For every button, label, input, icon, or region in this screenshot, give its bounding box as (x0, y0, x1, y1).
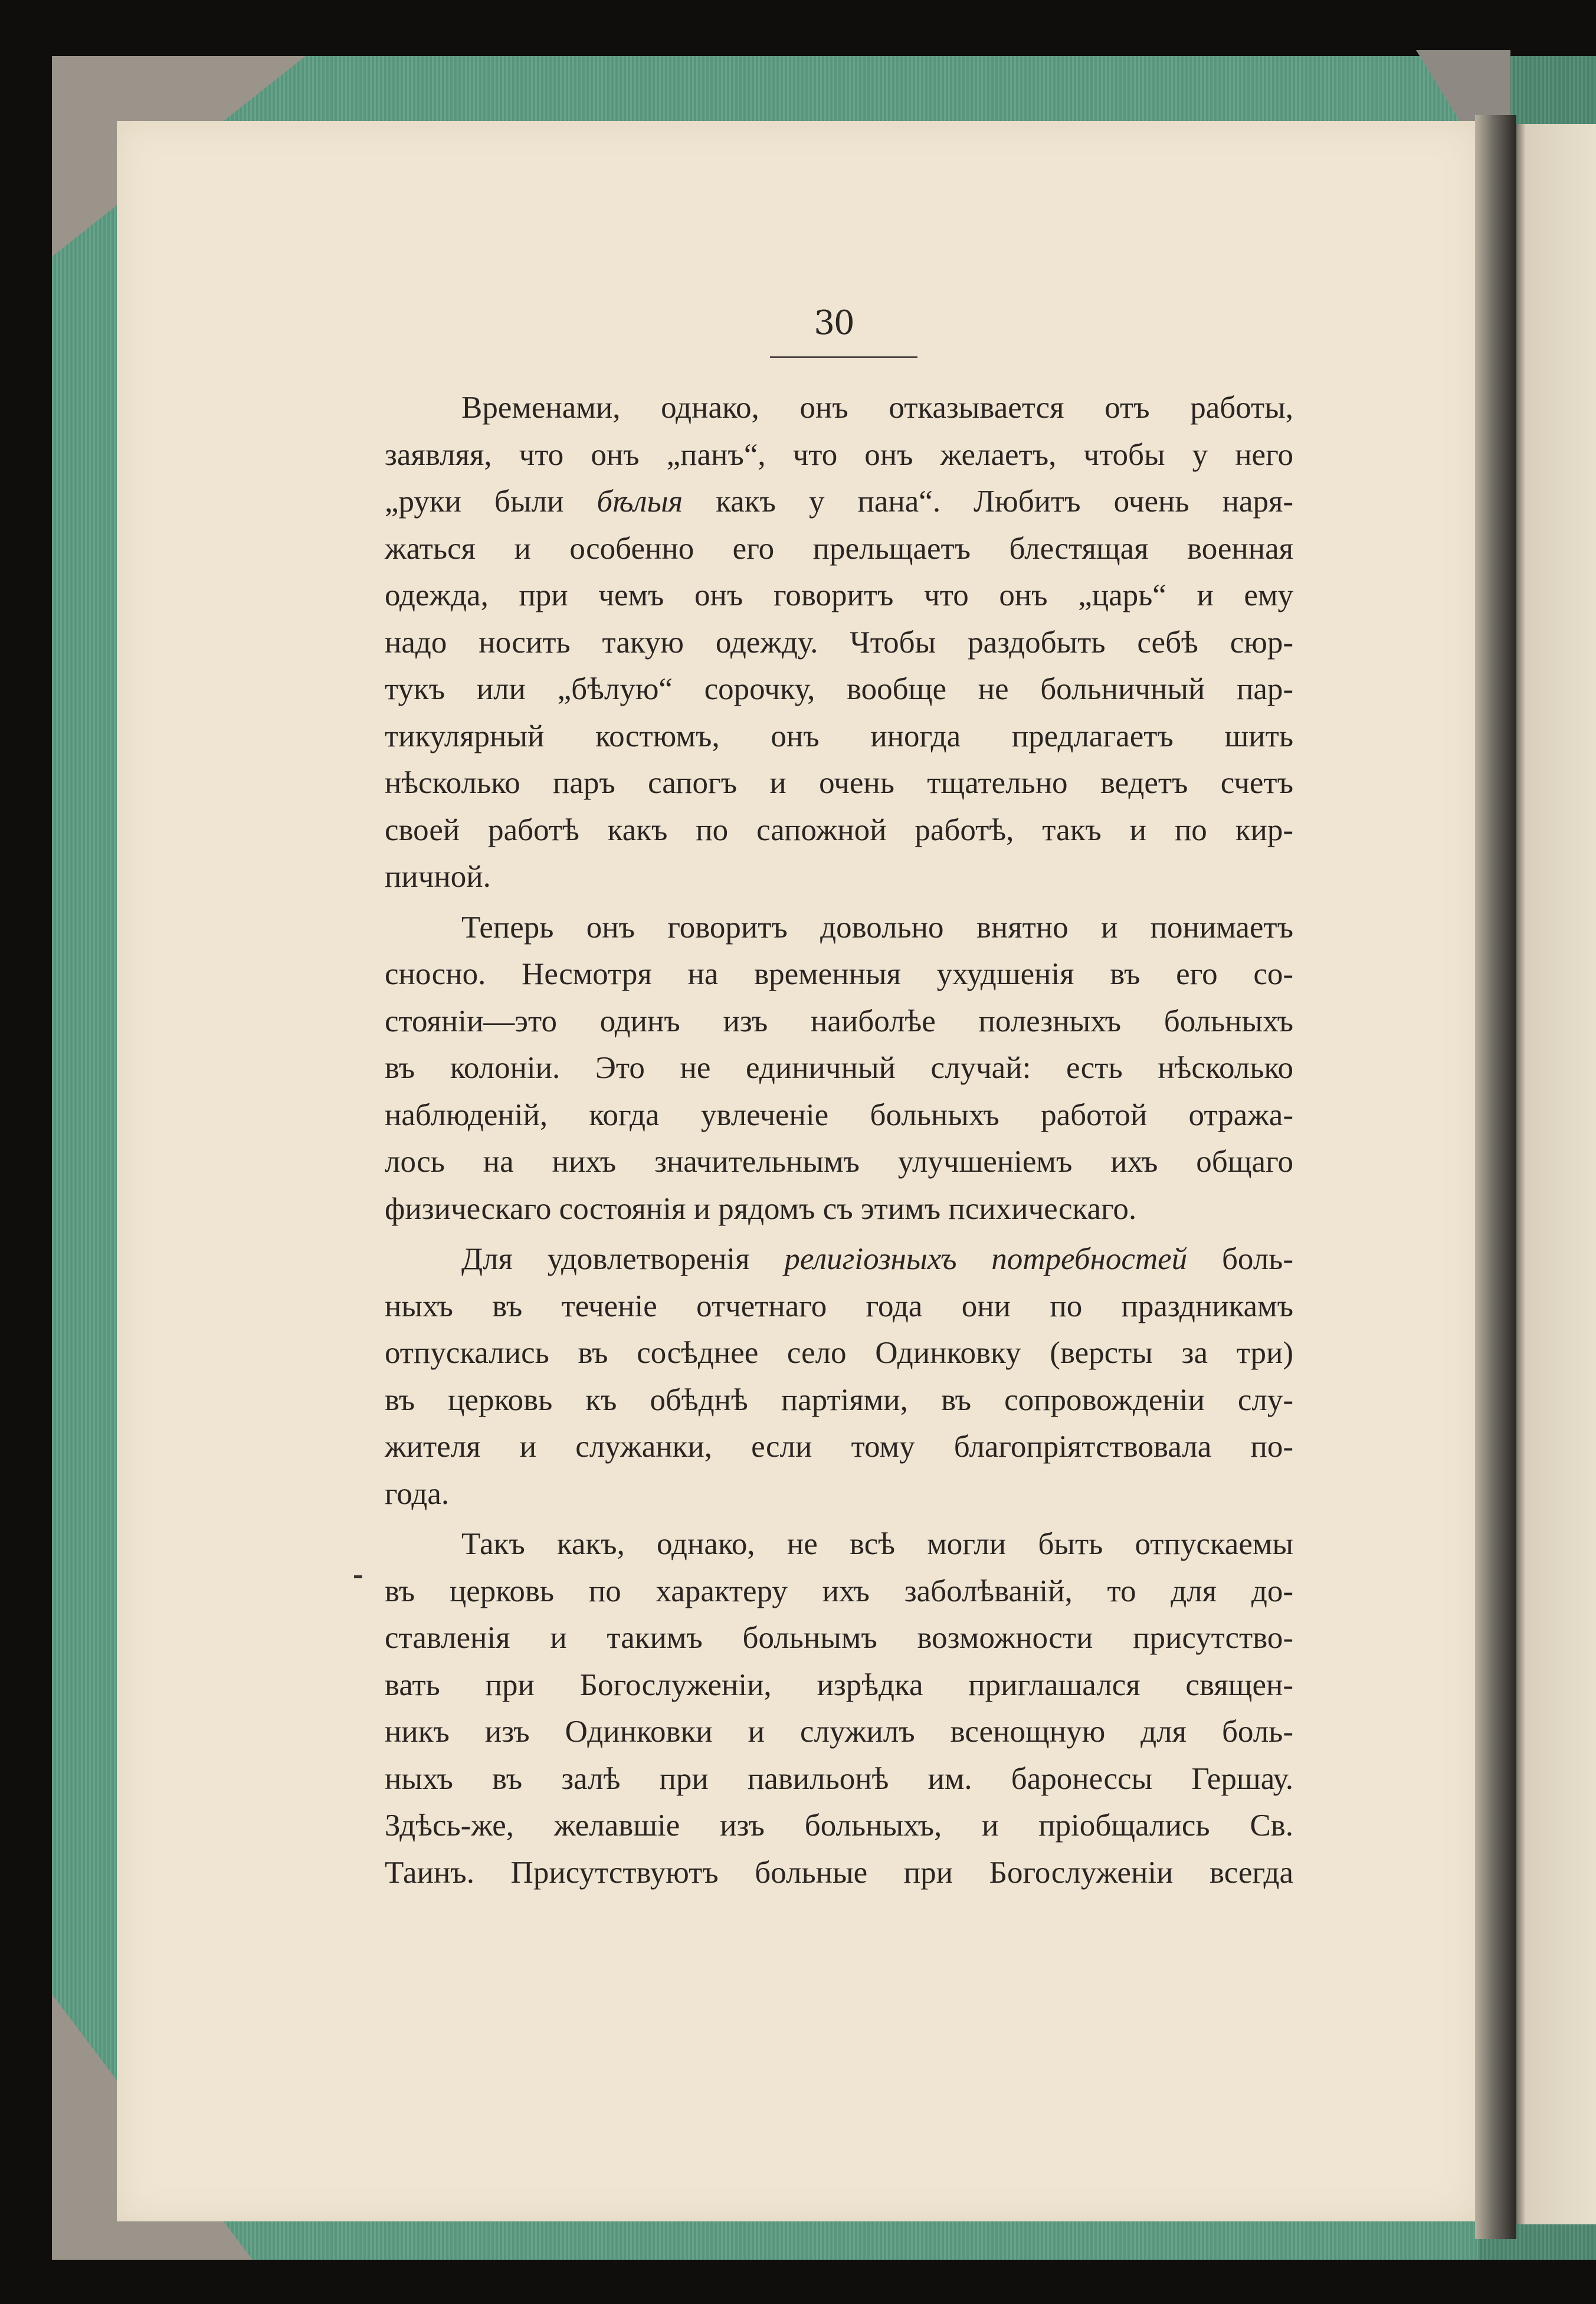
text-line (385, 713, 1293, 761)
text-line (385, 1045, 1293, 1092)
text-run: нѣсколько паръ сапогъ и очень тщательно ведетъ счетъ (385, 766, 1293, 800)
text-run: сносно. Несмотря на временныя ухудшенія въ его со- (385, 957, 1293, 991)
text-run: никъ изъ Одинковки и служилъ всенощную для боль- (385, 1715, 1293, 1749)
text-run: пичной. (385, 860, 491, 894)
text-line (385, 1424, 1293, 1471)
italic-emphasis: бѣлыя (597, 484, 683, 519)
text-line (385, 807, 1293, 854)
text-line (385, 385, 1293, 432)
text-line (385, 1139, 1293, 1186)
page-number-rule (770, 356, 917, 358)
text-line (385, 1756, 1293, 1803)
text-line (385, 998, 1293, 1046)
text-run: наблюденій, когда увлеченіе больныхъ работой отража- (385, 1097, 1293, 1132)
page-gutter-shadow (1475, 115, 1516, 2239)
text-line (385, 1850, 1293, 1897)
text-line (385, 951, 1293, 998)
text-run: въ церковь по характеру ихъ заболѣваній, то для до- (385, 1574, 1293, 1608)
text-line (385, 1186, 1293, 1233)
text-run: „руки были (385, 484, 597, 519)
text-line (385, 1615, 1293, 1662)
text-run: ныхъ въ теченіе отчетнаго года они по праздникамъ (385, 1289, 1293, 1323)
text-line (385, 620, 1293, 667)
text-run: жаться и особенно его прельщаетъ блестящая военная (385, 531, 1293, 566)
page-body-text (385, 385, 1293, 1896)
text-run: боль- (1187, 1242, 1293, 1276)
text-run: Таинъ. Присутствуютъ больные при Богослуженіи всегда (385, 1855, 1293, 1890)
margin-pencil-mark (354, 1575, 362, 1578)
text-run: жителя и служанки, если тому благопріятствовала по- (385, 1430, 1293, 1464)
text-run: тикулярный костюмъ, онъ иногда предлагаетъ шить (385, 719, 1293, 753)
text-line (385, 1283, 1293, 1330)
facing-page-edge (1510, 124, 1596, 2224)
text-line (385, 854, 1293, 901)
text-line (385, 1377, 1293, 1424)
italic-emphasis: религіозныхъ потребностей (784, 1242, 1188, 1276)
text-line (385, 666, 1293, 713)
text-line (385, 1802, 1293, 1850)
text-run: вать при Богослуженіи, изрѣдка приглашался священ- (385, 1667, 1293, 1702)
text-run: заявляя, что онъ „панъ“, что онъ желаетъ, чтобы у него (385, 437, 1293, 472)
text-run: Временами, однако, онъ отказывается отъ работы, (461, 391, 1293, 425)
text-line (385, 1330, 1293, 1377)
text-line (385, 432, 1293, 479)
text-line (385, 1092, 1293, 1139)
text-run: надо носить такую одежду. Чтобы раздобыть себѣ сюр- (385, 625, 1293, 660)
text-line (385, 904, 1293, 952)
text-line (385, 572, 1293, 620)
text-line (385, 1471, 1293, 1518)
text-run: въ церковь къ обѣднѣ партіями, въ сопровожденіи слу- (385, 1382, 1293, 1417)
text-run: какъ у пана“. Любитъ очень наря- (683, 484, 1294, 519)
text-line (385, 1662, 1293, 1709)
text-run: Такъ какъ, однако, не всѣ могли быть отпускаемы (461, 1527, 1293, 1561)
text-run: физическаго состоянія и рядомъ съ этимъ психическаго. (385, 1191, 1137, 1226)
text-run: ставленія и такимъ больнымъ возможности присутство- (385, 1621, 1293, 1655)
text-line (385, 1568, 1293, 1615)
text-run: отпускались въ сосѣднее село Одинковку (версты за три) (385, 1336, 1293, 1370)
text-run: тукъ или „бѣлую“ сорочку, вообще не больничный пар- (385, 672, 1293, 706)
text-line (385, 479, 1293, 526)
text-run: Для удовлетворенія (461, 1242, 785, 1276)
text-run: лось на нихъ значительнымъ улучшеніемъ ихъ общаго (385, 1145, 1293, 1179)
text-line (385, 1709, 1293, 1756)
text-run: ныхъ въ залѣ при павильонѣ им. баронессы Гершау. (385, 1761, 1293, 1796)
text-run: одежда, при чемъ онъ говоритъ что онъ „царь“ и ему (385, 578, 1293, 612)
text-run: года. (385, 1476, 450, 1511)
page-number: 30 (814, 304, 854, 342)
text-line (385, 760, 1293, 807)
text-run: своей работѣ какъ по сапожной работѣ, такъ и по кир- (385, 812, 1293, 847)
text-run: въ колоніи. Это не единичный случай: есть нѣсколько (385, 1051, 1293, 1085)
text-run: Здѣсь-же, желавшіе изъ больныхъ, и пріобщались Св. (385, 1808, 1293, 1843)
text-line (385, 1236, 1293, 1283)
text-run: Теперь онъ говоритъ довольно внятно и понимаетъ (461, 910, 1293, 945)
text-line (385, 526, 1293, 573)
text-line (385, 1521, 1293, 1568)
text-run: стояніи—это одинъ изъ наиболѣе полезныхъ больныхъ (385, 1004, 1293, 1038)
